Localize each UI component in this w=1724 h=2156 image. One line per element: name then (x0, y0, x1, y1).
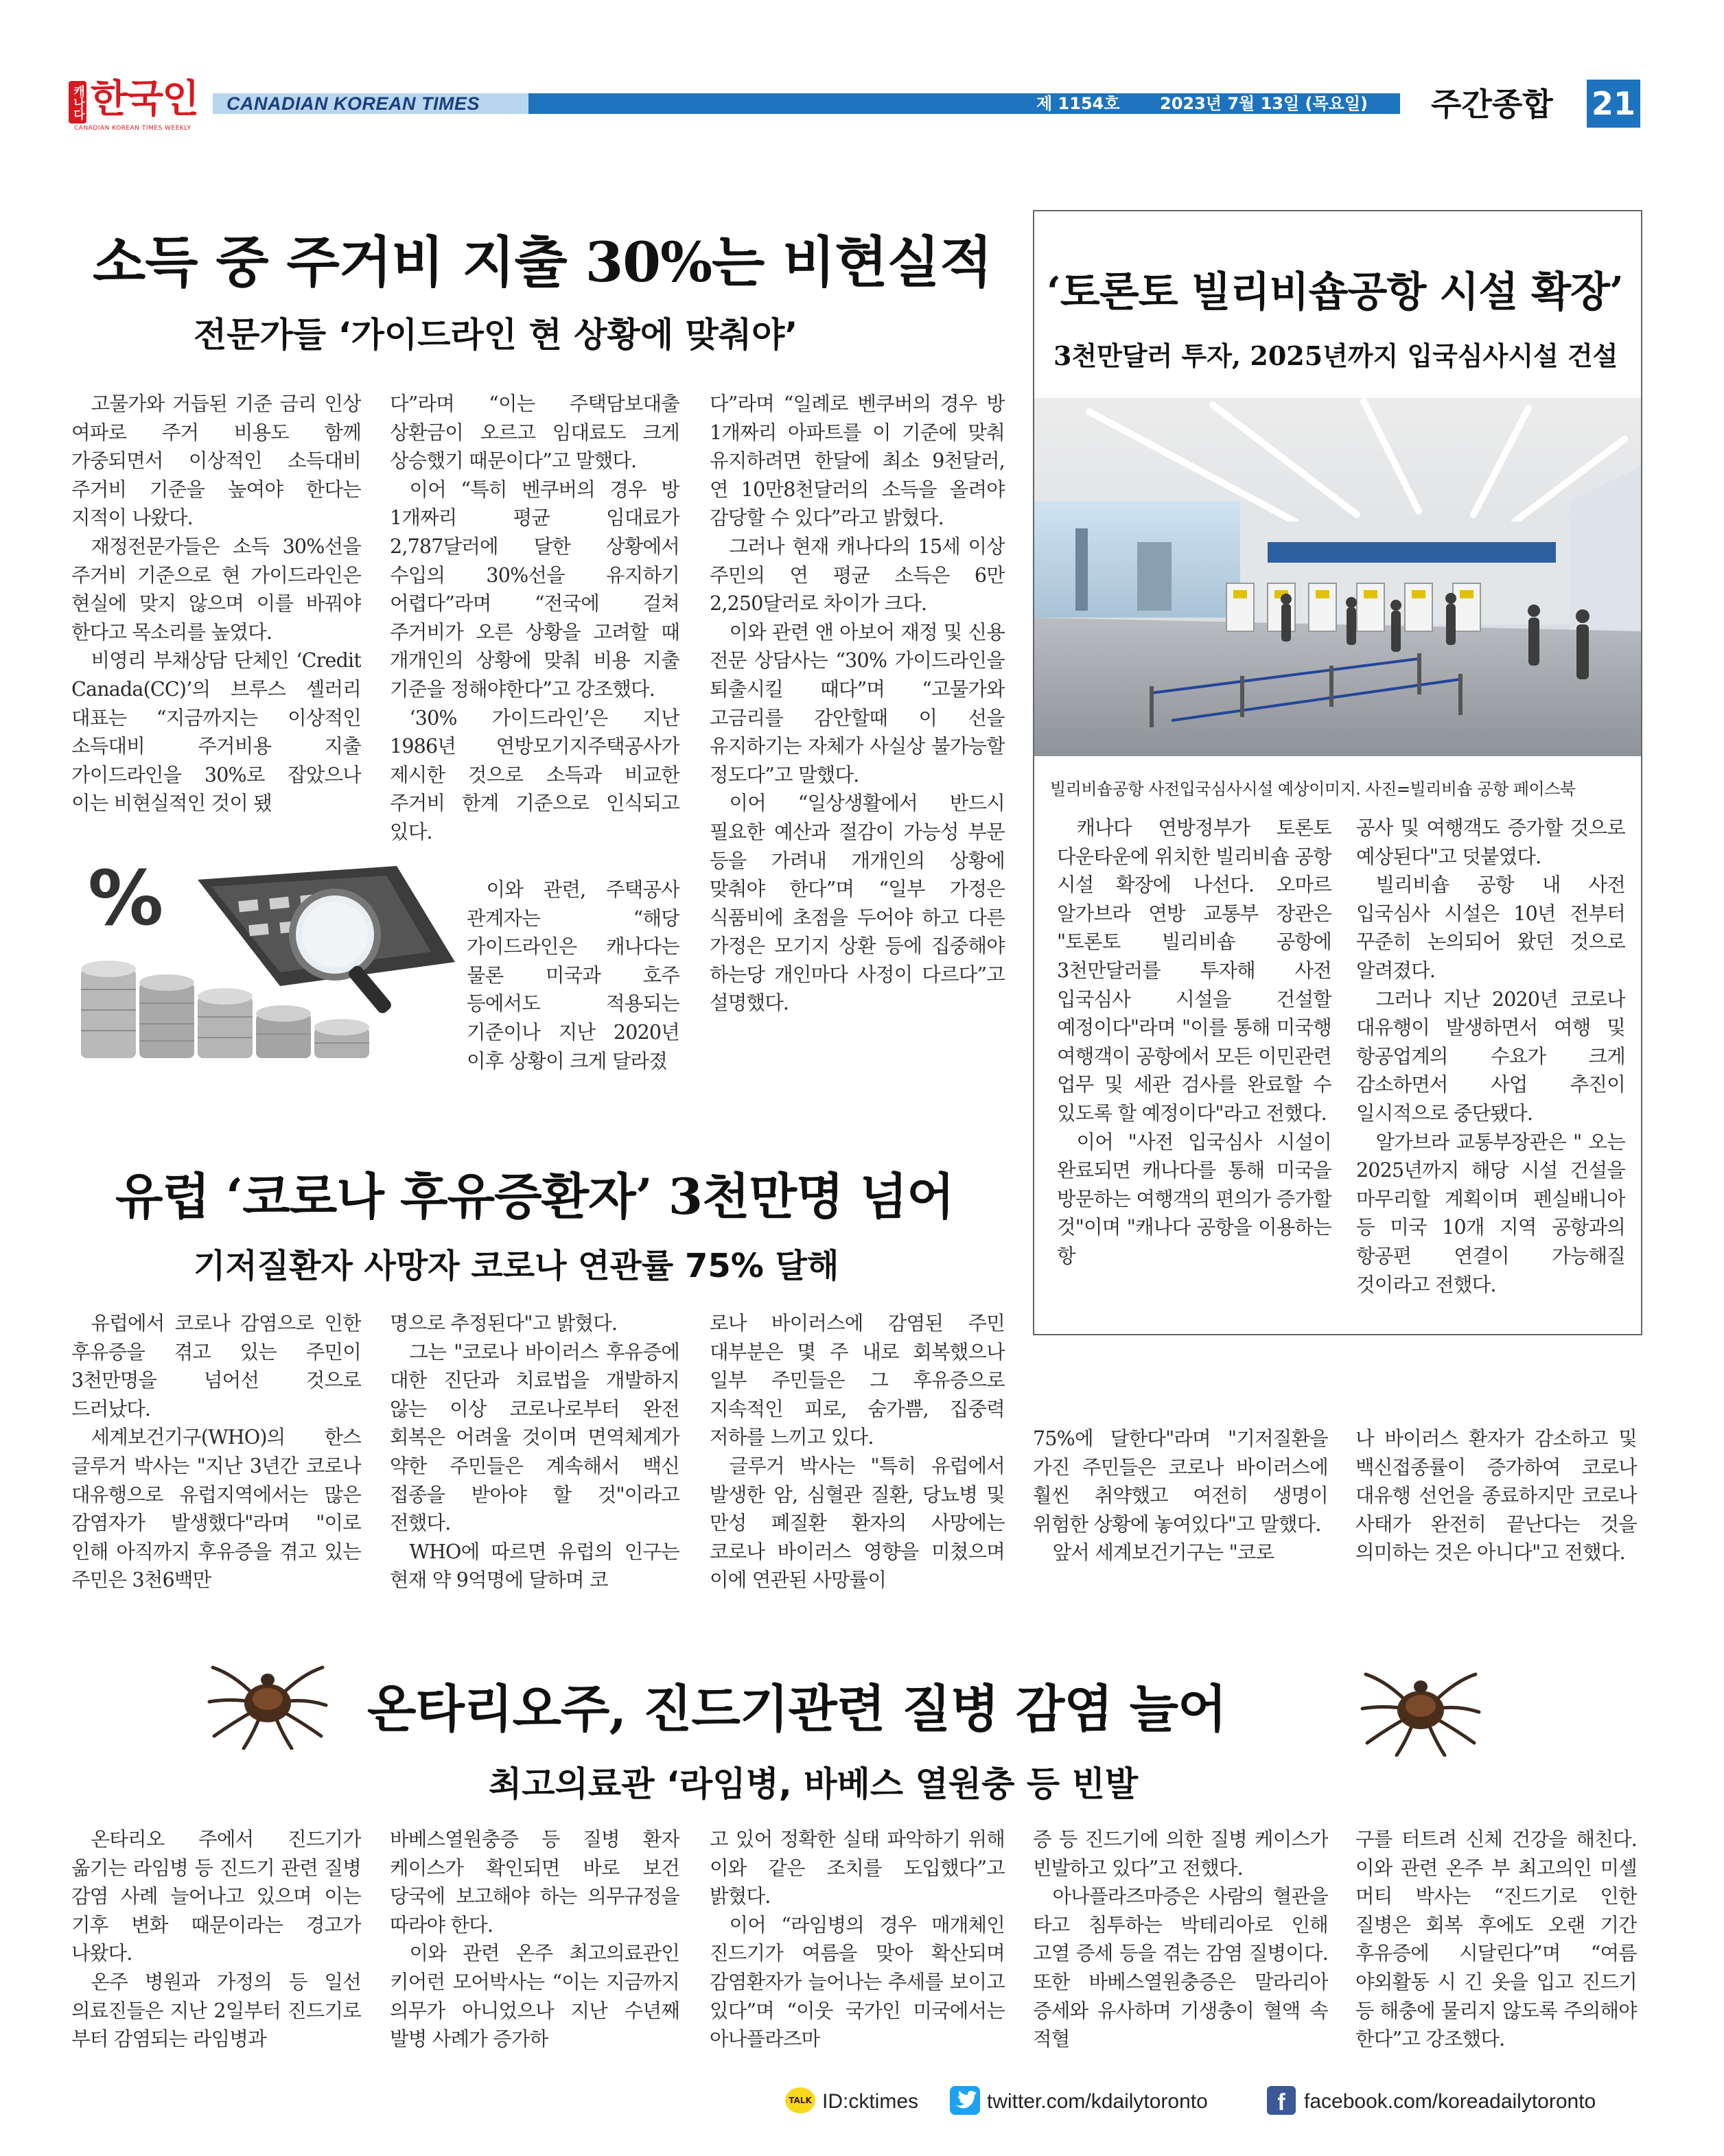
paragraph: 빌리비숍 공항 내 사전 입국심사 시설은 10년 전부터 꾸준히 논의되어 왔던 것으로 알려졌다. (1356, 874, 1625, 982)
covid-subhead: 기저질환자 사망자 코로나 연관률 75% 달해 (194, 1247, 839, 1285)
svg-text:%: % (88, 859, 164, 942)
twitter-icon (950, 2086, 980, 2115)
paragraph: 바베스열원충증 등 질병 환자 케이스가 확인되면 바로 보건 당국에 보고해야 하는 의무규정을 따라야 한다. (390, 1828, 679, 1936)
paragraph: 그러나 현재 캐나다의 15세 이상 주민의 연 평균 소득은 6만 2,250달러로 차이가 크다. (710, 535, 1005, 616)
paragraph: 글루거 박사는 "특히 유럽에서 발생한 암, 심혈관 질환, 당뇨병 및 만성 폐질환 환자의 사망에는 코로나 바이러스 영향을 미쳤으며 이에 연관된 사망률이 (710, 1454, 1005, 1592)
covid-column-5 (1355, 1425, 1637, 1611)
twitter-link[interactable]: twitter.com/kdailytoronto (987, 2090, 1208, 2113)
airport-photo (1034, 398, 1641, 756)
covid-column-1 (71, 1309, 361, 1611)
covid-column-4 (1033, 1425, 1328, 1611)
ticks-column-3 (710, 1825, 1005, 2059)
paragraph: 세계보건기구(WHO)의 한스 글루거 박사는 "지난 3년간 코로나 대유행으로 유럽지역에서는 많은 감염자가 발생했다"라며 "이로 인해 아직까지 후유증을 겪고 있는 주민은 3천6백만 (71, 1426, 361, 1592)
logo-text: 한국인 (91, 77, 198, 121)
paragraph: 이어 “라임병의 경우 매개체인 진드기가 여름을 맞아 확산되며 감염환자가 늘어나는 추세를 보이고 있다”며 “이웃 국가인 미국에서는 아나플라즈마 (710, 1913, 1005, 2051)
ticks-subhead: 최고의료관 ‘라임병, 바베스 열원충 등 빈발 (489, 1764, 1139, 1804)
ticks-column-1 (71, 1825, 361, 2059)
tick-illustration-right (1359, 1654, 1482, 1757)
paragraph: 증 등 진드기에 의한 질병 케이스가 빈발하고 있다”고 전했다. (1033, 1828, 1328, 1879)
paragraph: 고물가와 거듭된 기준 금리 인상 여파로 주거 비용도 함께 가중되면서 이상적인 소득대비 주거비 기준을 높여야 한다는 지적이 나왔다. (71, 392, 361, 530)
page-number: 21 (1587, 80, 1640, 128)
paragraph: ‘30% 가이드라인’은 지난 1986년 연방모기지주택공사가 제시한 것으로 소득과 비교한 주거비 한계 기준으로 인식되고 있다. (390, 706, 679, 843)
paper-name: CANADIAN KOREAN TIMES (213, 93, 528, 114)
paragraph: 그는 "코로나 바이러스 후유증에 대한 진단과 치료법을 개발하지 않는 이상 코로나로부터 완전 회복은 어려울 것이며 면역체계가 약한 주민들은 계속해서 백신 접종을 받아야 할 것"이라고 전했다. (390, 1340, 679, 1535)
paragraph: 공사 및 여행객도 증가할 것으로 예상된다"고 덧붙였다. (1356, 817, 1625, 868)
tick-illustration-left (206, 1647, 329, 1750)
paragraph: 온타리오 주에서 진드기가 옮기는 라임병 등 진드기 관련 질병 감염 사례 늘어나고 있으며 이는 기후 변화 때문이라는 경고가 나왔다. (71, 1828, 361, 1965)
paragraph: 나 바이러스 환자가 감소하고 및 백신접종률이 증가하여 코로나 대유행 선언을 종료하지만 코로나 사태가 완전히 끝난다는 것을 의미하는 것은 아니다"고 전했다. (1355, 1427, 1637, 1565)
housing-subhead: 전문가들 ‘가이드라인 현 상황에 맞춰야’ (194, 315, 798, 355)
housing-column-2-top (390, 390, 679, 870)
paragraph: 캐나다 연방정부가 토론토 다운타운에 위치한 빌리비숍 공항 시설 확장에 나선다. 오마르 알가브라 연방 교통부 장관은 "토론토 빌리비숍 공항에 3천만달러를 투자해 사전 입국심사 시설을 건설할 예정이다"라며 "이를 통해 미국행 여행객이 공항에서 모든 이민관련 업무 및 세관 검사를 완료할 수 있도록 할 예정이다"라고 전했다. (1057, 817, 1331, 1125)
paragraph: 이와 관련 앤 아보어 재정 및 신용 전문 상담사는 “30% 가이드라인을 퇴출시킬 때다”며 “고물가와 고금리를 감안할때 이 선을 유지하기는 자체가 사실상 불가능할 정도다”고 말했다. (710, 620, 1005, 786)
paragraph: 명으로 추정된다"고 밝혔다. (390, 1312, 618, 1335)
airport-column-1 (1057, 814, 1331, 1308)
housing-column-2-bottom (467, 876, 679, 1088)
airport-subhead: 3천만달러 투자, 2025년까지 입국심사시설 건설 (1053, 340, 1618, 371)
logo-subtitle: CANADIAN KOREAN TIMES WEEKLY (74, 125, 191, 132)
housing-column-1 (71, 390, 361, 849)
paragraph: WHO에 따르면 유럽의 인구는 현재 약 9억명에 달하며 코 (390, 1540, 679, 1592)
paragraph: 구를 터트려 신체 건강을 해친다. 이와 관련 온주 부 최고의인 미셸 머티 박사는 “진드기로 인한 질병은 회복 후에도 오랜 기간 후유증에 시달린다”며 “여름 야외활동 시 긴 옷을 입고 진드기 등 해충에 물리지 않도록 주의해야 한다”고 강조했다. (1355, 1828, 1637, 2051)
ticks-column-4 (1033, 1825, 1328, 2059)
paragraph: 온주 병원과 가정의 등 일선 의료진들은 지난 2일부터 진드기로 부터 감염되는 라임병과 (71, 1970, 361, 2051)
housing-headline: 소득 중 주거비 지출 30%는 비현실적 (93, 230, 992, 294)
paragraph: 비영리 부채상담 단체인 ‘Credit Canada(CC)’의 브루스 셸러리 대표는 “지금까지는 이상적인 소득대비 주거비용 지출 가이드라인을 30%로 잡았으나 이는 비현실적인 것이 됐 (71, 649, 361, 815)
airport-headline: ‘토론토 빌리비숍공항 시설 확장’ (1047, 268, 1623, 316)
paragraph: 다”라며 “이는 주택담보대출 상환금이 오르고 임대료도 크게 상승했기 때문이다”고 말했다. (390, 392, 679, 473)
facebook-link[interactable]: facebook.com/koreadailytoronto (1304, 2090, 1596, 2113)
coins-calculator-illustration (74, 859, 458, 1075)
airport-photo-caption: 빌리비숍공항 사전입국심사시설 예상이미지. 사진=빌리비숍 공항 페이스북 (1050, 780, 1576, 799)
kakaotalk-icon: TALK (785, 2087, 815, 2113)
housing-column-3 (710, 390, 1005, 1083)
covid-headline: 유럽 ‘코로나 후유증환자’ 3천만명 넘어 (115, 1167, 954, 1226)
ticks-column-2 (390, 1825, 679, 2059)
logo-tag: 캐나다 (69, 81, 86, 124)
paragraph: 앞서 세계보건기구는 "코로 (1052, 1541, 1274, 1565)
covid-column-2 (390, 1309, 679, 1611)
paragraph: 알가브라 교통부장관은 " 오는 2025년까지 해당 시설 건설을 마무리할 계획이며 펜실배니아 등 미국 10개 지역 공항과의 항공편 연결이 가능해질 것이라고 전했다. (1356, 1130, 1625, 1296)
paragraph: 아나플라즈마증은 사람의 혈관을 타고 침투하는 박테리아로 인해 고열 증세 등을 겪는 감염 질병이다. 또한 바베스열원충증은 말라리아 증세와 유사하며 기생충이 혈액 속 적혈 (1033, 1885, 1328, 2051)
paragraph: 이와 관련, 주택공사 관계자는 “해당 가이드라인은 캐나다는 물론 미국과 호주 등에서도 적용되는 기준이나 지난 2020년 이후 상황이 크게 달라졌 (467, 878, 679, 1073)
issue-date: 2023년 7월 13일 (목요일) (1160, 94, 1368, 113)
facebook-icon: f (1267, 2086, 1296, 2115)
paragraph: 고 있어 정확한 실태 파악하기 위해 이와 같은 조치를 도입했다”고 밝혔다. (710, 1828, 1005, 1908)
paragraph: 다”라며 “일례로 벤쿠버의 경우 방 1개짜리 아파트를 이 기준에 맞춰 유지하려면 한달에 최소 9천달러, 연 10만8천달러의 소득을 올려야 감당할 수 있다”라고 밝혔다. (710, 392, 1005, 530)
paragraph: 이어 "사전 입국심사 시설이 완료되면 캐나다를 통해 미국을 방문하는 여행객의 편의가 증가할 것"이며 "캐나다 공항을 이용하는 항 (1057, 1130, 1331, 1267)
paragraph: 이와 관련 온주 최고의료관인 키어런 모어박사는 “이는 지금까지 의무가 아니었으나 지난 수년째 발병 사례가 증가하 (390, 1942, 679, 2051)
paragraph: 유럽에서 코로나 감염으로 인한 후유증을 겪고 있는 주민이 3천만명을 넘어선 것으로 드러났다. (71, 1312, 361, 1420)
issue-number: 제 1154호 (1036, 94, 1120, 113)
kakao-id[interactable]: ID:cktimes (822, 2090, 919, 2113)
ticks-headline: 온타리오주, 진드기관련 질병 감염 늘어 (367, 1680, 1226, 1739)
paragraph: 로나 바이러스에 감염된 주민 대부분은 몇 주 내로 회복했으나 일부 주민들은 그 후유증으로 지속적인 피로, 숨가쁨, 집중력 저하를 느끼고 있다. (710, 1312, 1005, 1449)
paragraph: 이어 “특히 벤쿠버의 경우 방 1개짜리 평균 임대료가 2,787달러에 달한 상황에서 수입의 30%선을 유지하기 어렵다”라며 “전국에 걸쳐 주거비가 오른 상황을 고려할 때 개개인의 상황에 맞춰 비용 지출 기준을 정해야한다”고 강조했다. (390, 478, 679, 701)
covid-column-3 (710, 1309, 1005, 1611)
paragraph: 그러나 지난 2020년 코로나 대유행이 발생하면서 여행 및 항공업계의 수요가 크게 감소하면서 사업 추진이 일시적으로 중단됐다. (1356, 987, 1625, 1125)
paragraph: 이어 “일상생활에서 반드시 필요한 예산과 절감이 가능성 부문 등을 가려내 개개인의 상황에 맞춰야 한다”며 “일부 가정은 식품비에 초점을 두어야 하고 다른 가정은 모기지 상환 등에 집중해야 하는당 개인마다 사정이 다르다”고 설명했다. (710, 792, 1005, 1015)
paragraph: 75%에 달한다"라며 "기저질환을 가진 주민들은 코로나 바이러스에 훨씬 취약했고 여전히 생명이 위험한 상황에 놓여있다"고 말했다. (1033, 1427, 1328, 1536)
paragraph: 재정전문가들은 소득 30%선을 주거비 기준으로 현 가이드라인은 현실에 맞지 않으며 이를 바꿔야 한다고 목소리를 높였다. (71, 535, 361, 644)
newspaper-logo (69, 77, 199, 132)
airport-column-2 (1356, 814, 1625, 1308)
section-name: 주간종합 (1431, 86, 1553, 123)
ticks-column-5 (1355, 1825, 1637, 2059)
